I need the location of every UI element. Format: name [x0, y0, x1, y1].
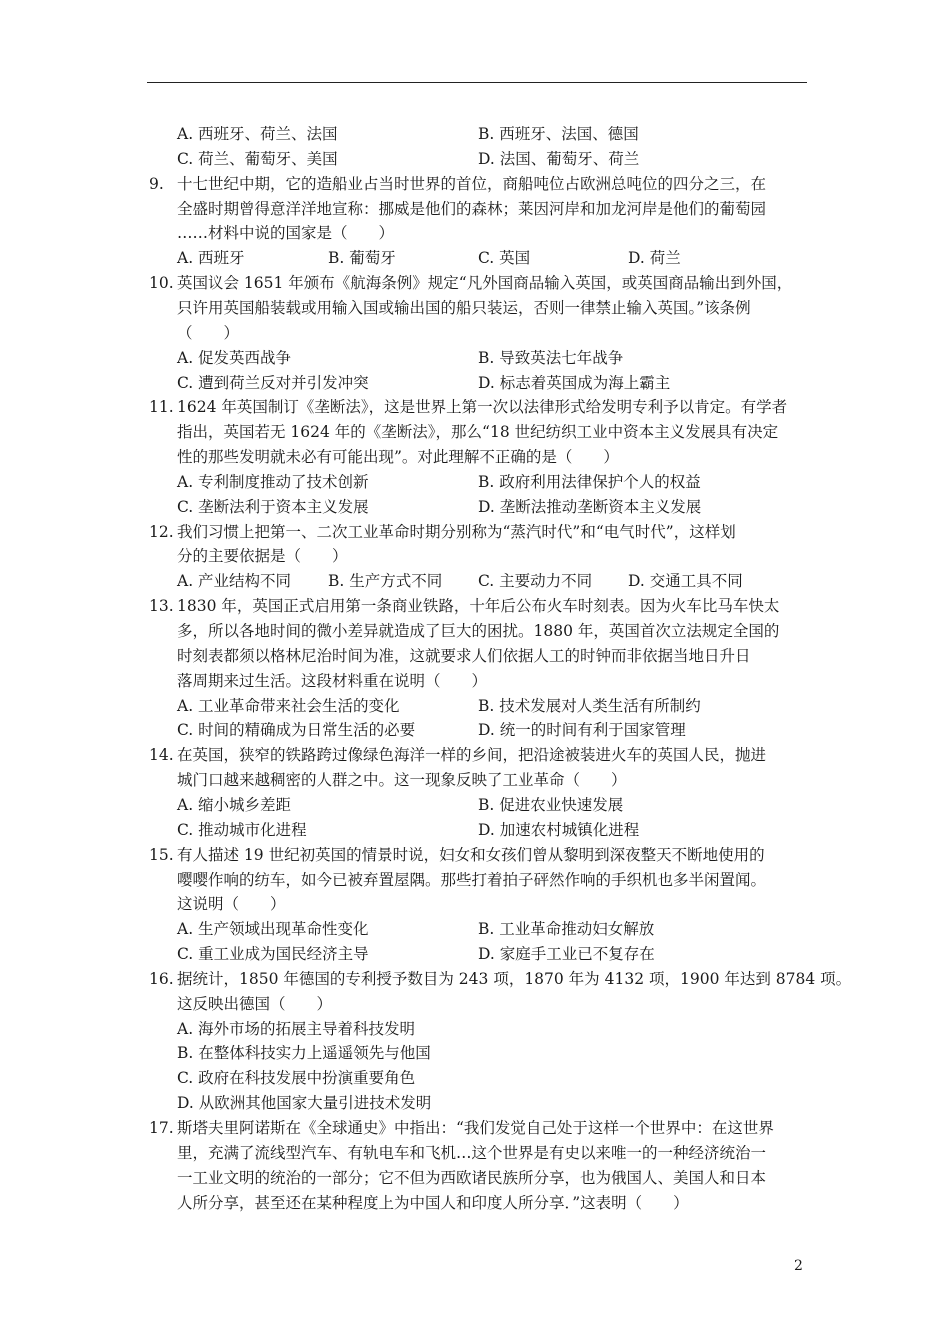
- question-stem-line: 英国议会 1651 年颁布《航海条例》规定“凡外国商品输入英国，或英国商品输出到外国，: [177, 274, 793, 293]
- answer-option[interactable]: A. 产业结构不同: [177, 572, 292, 591]
- question-number: 14.: [149, 746, 174, 765]
- answer-option[interactable]: C. 推动城市化进程: [177, 820, 307, 839]
- question-stem-line: 1830 年，英国正式启用第一条商业铁路，十年后公布火车时刻表。因为火车比马车快太: [177, 597, 780, 616]
- answer-option[interactable]: D. 加速农村城镇化进程: [478, 820, 640, 839]
- answer-option[interactable]: B. 技术发展对人类生活有所制约: [478, 696, 701, 715]
- answer-option[interactable]: C. 遭到荷兰反对并引发冲突: [177, 373, 369, 392]
- answer-option[interactable]: C. 垄断法利于资本主义发展: [177, 497, 369, 516]
- header-rule: [147, 82, 807, 83]
- answer-option[interactable]: B. 工业革命推动妇女解放: [478, 920, 655, 939]
- answer-option[interactable]: D. 法国、葡萄牙、荷兰: [478, 149, 640, 168]
- question-number: 16.: [149, 969, 174, 988]
- answer-option[interactable]: D. 家庭手工业已不复存在: [478, 945, 655, 964]
- question-stem-line: 据统计，1850 年德国的专利授予数目为 243 项，1870 年为 4132 项，1900 年达到 8784 项。: [177, 969, 852, 988]
- question-stem-line: 这说明（ ）: [177, 895, 286, 914]
- question-stem-line: 只许用英国船装载或用输入国或输出国的船只装运，否则一律禁止输入英国。”该条例: [177, 298, 751, 317]
- question-stem-line: 斯塔夫里阿诺斯在《全球通史》中指出：“我们发觉自己处于这样一个世界中：在这世界: [177, 1119, 774, 1137]
- answer-option[interactable]: A. 生产领域出现革命性变化: [177, 920, 369, 939]
- answer-option[interactable]: C. 时间的精确成为日常生活的必要: [177, 721, 416, 740]
- answer-option[interactable]: C. 英国: [478, 249, 531, 268]
- answer-option[interactable]: B. 西班牙、法国、德国: [478, 125, 639, 143]
- question-stem-line: （ ）: [177, 323, 240, 342]
- question-stem-line: 多，所以各地时间的微小差异就造成了巨大的困扰。1880 年，英国首次立法规定全国的: [177, 622, 780, 640]
- answer-option[interactable]: C. 荷兰、葡萄牙、美国: [177, 149, 338, 168]
- question-stem-line: 里，充满了流线型汽车、有轨电车和飞机…这个世界是有史以来唯一的一种经济统治一: [177, 1143, 767, 1162]
- question-stem-line: 在英国，狭窄的铁路跨过像绿色海洋一样的乡间，把沿途被装进火车的英国人民，抛进: [177, 746, 767, 765]
- question-stem-line: 这反映出德国（ ）: [177, 994, 333, 1013]
- answer-option[interactable]: A. 西班牙、荷兰、法国: [177, 125, 338, 143]
- answer-option[interactable]: A. 工业革命带来社会生活的变化: [177, 696, 400, 715]
- question-stem-line: 1624 年英国制订《垄断法》，这是世界上第一次以法律形式给发明专利予以肯定。有学者: [177, 398, 788, 417]
- question-stem-line: 时刻表都须以格林尼治时间为准，这就要求人们依据人工的时钟而非依据当地日升日: [177, 646, 751, 665]
- answer-option[interactable]: B. 政府利用法律保护个人的权益: [478, 472, 701, 491]
- question-number: 17.: [149, 1119, 174, 1137]
- answer-option[interactable]: B. 葡萄牙: [328, 249, 396, 268]
- question-stem-line: 有人描述 19 世纪初英国的情景时说，妇女和女孩们曾从黎明到深夜整天不断地使用的: [177, 845, 765, 864]
- question-stem-line: ……材料中说的国家是（ ）: [177, 224, 395, 243]
- page-number: 2: [794, 1258, 803, 1274]
- answer-option[interactable]: A. 缩小城乡差距: [177, 795, 292, 814]
- question-stem-line: 一工业文明的统治的一部分；它不但为西欧诸民族所分享，也为俄国人、美国人和日本: [177, 1168, 767, 1187]
- answer-option[interactable]: C. 政府在科技发展中扮演重要角色: [177, 1069, 416, 1088]
- answer-option[interactable]: C. 主要动力不同: [478, 572, 593, 591]
- answer-option[interactable]: D. 垄断法推动垄断资本主义发展: [478, 497, 702, 516]
- answer-option[interactable]: A. 专利制度推动了技术创新: [177, 472, 369, 491]
- question-stem-line: 性的那些发明就未必有可能出现”。对此理解不正确的是（ ）: [177, 448, 619, 467]
- answer-option[interactable]: D. 统一的时间有利于国家管理: [478, 721, 686, 740]
- answer-option[interactable]: B. 导致英法七年战争: [478, 348, 624, 367]
- question-number: 13.: [149, 597, 174, 616]
- question-stem-line: 全盛时期曾得意洋洋地宣称：挪威是他们的森林；莱因河岸和加龙河岸是他们的葡萄园: [177, 199, 767, 218]
- answer-option[interactable]: D. 交通工具不同: [628, 572, 743, 591]
- question-number: 12.: [149, 522, 174, 541]
- question-number: 15.: [149, 845, 174, 864]
- question-stem-line: 十七世纪中期，它的造船业占当时世界的首位，商船吨位占欧洲总吨位的四分之三，在: [177, 174, 767, 193]
- question-stem-line: 嘤嘤作响的纺车，如今已被弃置屋隅。那些打着拍子砰然作响的手织机也多半闲置闻。: [177, 870, 767, 889]
- answer-option[interactable]: D. 荷兰: [628, 249, 681, 268]
- question-stem-line: 我们习惯上把第一、二次工业革命时期分别称为“蒸汽时代”和“电气时代”，这样划: [177, 522, 736, 541]
- answer-option[interactable]: D. 标志着英国成为海上霸主: [478, 373, 671, 392]
- answer-option[interactable]: B. 在整体科技实力上遥遥领先与他国: [177, 1044, 431, 1063]
- answer-option[interactable]: A. 海外市场的拓展主导着科技发明: [177, 1019, 416, 1038]
- answer-option[interactable]: A. 西班牙: [177, 249, 245, 268]
- answer-option[interactable]: B. 促进农业快速发展: [478, 795, 624, 814]
- question-number: 10.: [149, 274, 174, 293]
- question-stem-line: 人所分享，甚至还在某种程度上为中国人和印度人所分享．”这表明（ ）: [177, 1193, 689, 1212]
- answer-option[interactable]: C. 重工业成为国民经济主导: [177, 945, 369, 964]
- question-number: 9.: [149, 174, 164, 193]
- answer-option[interactable]: D. 从欧洲其他国家大量引进技术发明: [177, 1094, 432, 1113]
- question-stem-line: 落周期来过生活。这段材料重在说明（ ）: [177, 671, 488, 690]
- question-stem-line: 指出，英国若无 1624 年的《垄断法》，那么“18 世纪纺织工业中资本主义发展具有决定: [177, 423, 779, 442]
- question-stem-line: 城门口越来越稠密的人群之中。这一现象反映了工业革命（ ）: [177, 771, 627, 790]
- answer-option[interactable]: A. 促发英西战争: [177, 348, 292, 367]
- question-number: 11.: [149, 398, 174, 417]
- answer-option[interactable]: B. 生产方式不同: [328, 572, 443, 591]
- question-stem-line: 分的主要依据是（ ）: [177, 547, 348, 566]
